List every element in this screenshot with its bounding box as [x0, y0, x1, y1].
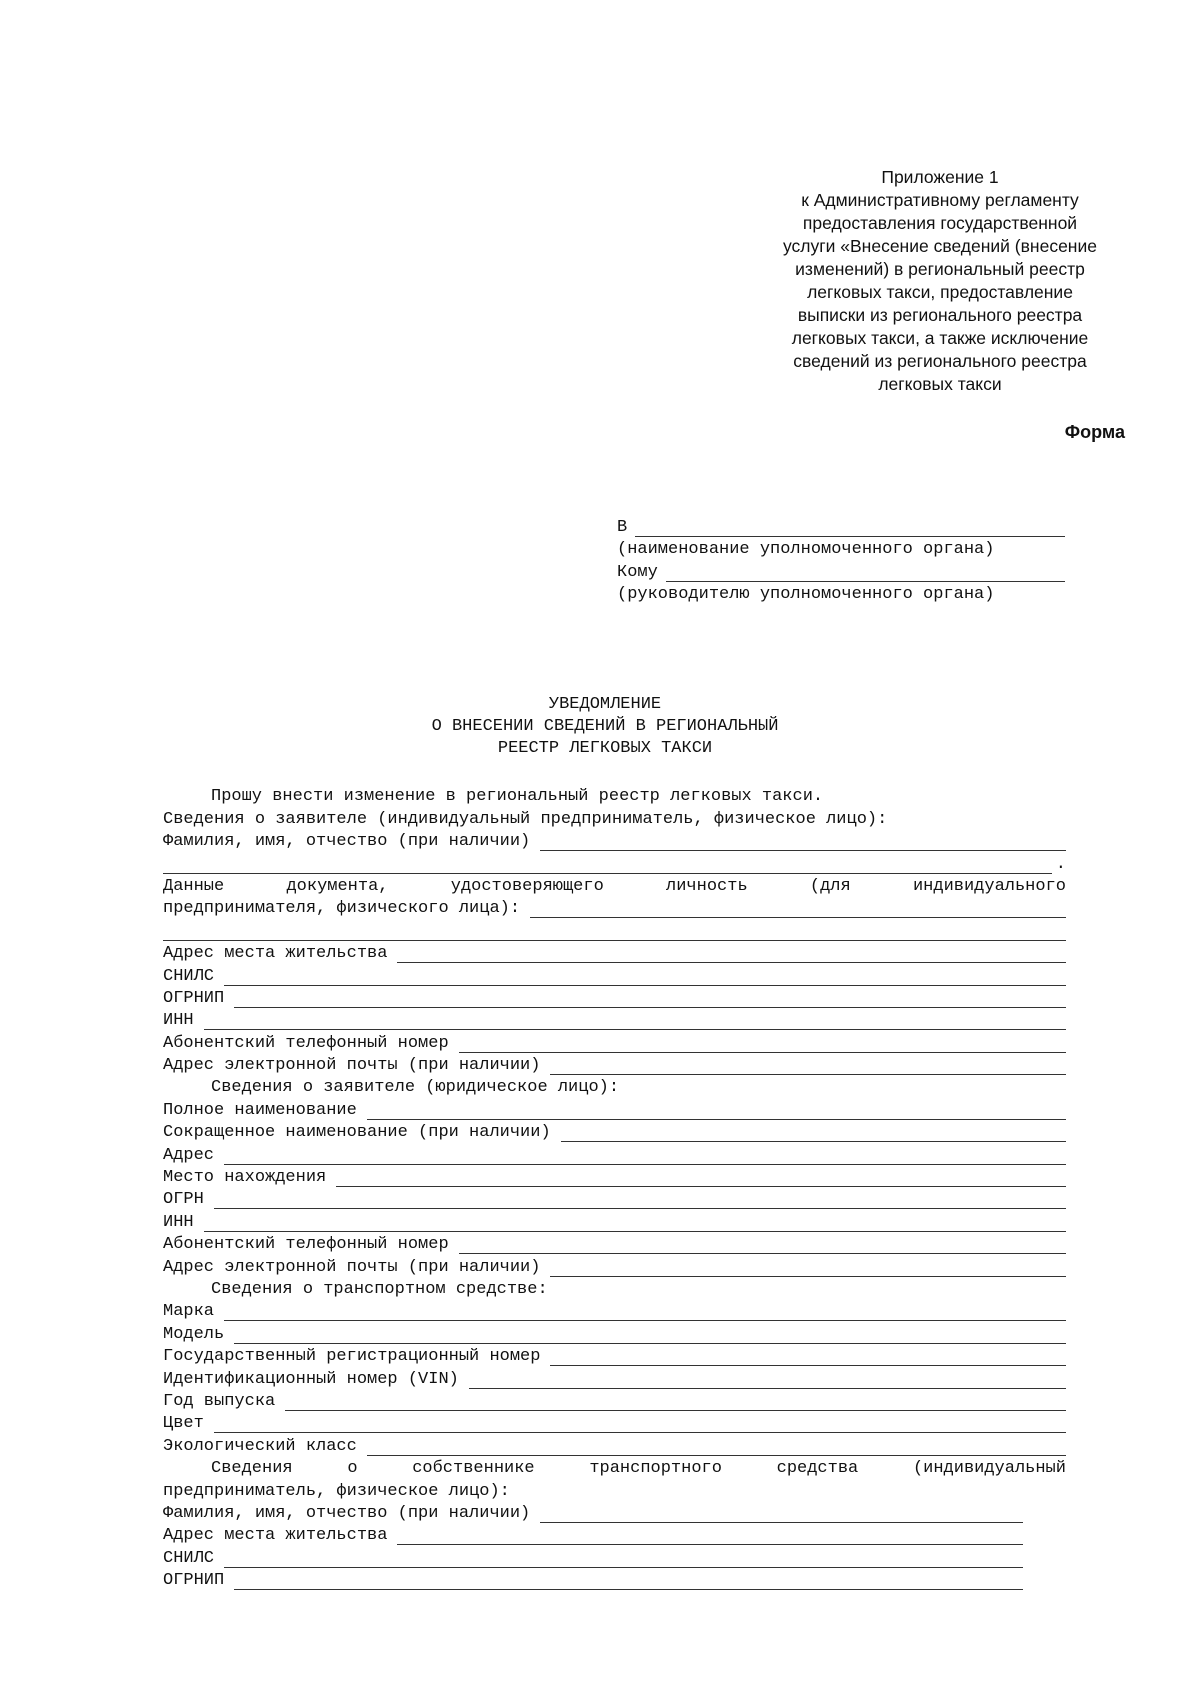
inn2-label: ИНН [163, 1212, 194, 1232]
title-line: РЕЕСТР ЛЕГКОВЫХ ТАКСИ [497, 739, 713, 758]
identity-doc-field-continuation[interactable] [163, 924, 1066, 941]
word: (для [809, 876, 851, 896]
phone2-field[interactable] [459, 1237, 1066, 1254]
addressee-to-hint: (наименование уполномоченного органа) [617, 540, 995, 559]
owner-fio-row [163, 1501, 1023, 1523]
color-field[interactable] [214, 1416, 1066, 1433]
location-field[interactable] [336, 1170, 1066, 1187]
owner-fio-label: Фамилия, имя, отчество (при наличии) [163, 1503, 531, 1523]
appendix-line: предоставления государственной [802, 213, 1078, 233]
word: о [347, 1459, 358, 1479]
addressee-block [617, 514, 1065, 604]
email2-label: Адрес электронной почты (при наличии) [163, 1257, 541, 1277]
appendix-line: легковых такси, а также исключение [791, 328, 1089, 348]
fio-field[interactable] [540, 834, 1066, 851]
full-name-label: Полное наименование [163, 1100, 357, 1120]
title-line: О ВНЕСЕНИИ СВЕДЕНИЙ В РЕГИОНАЛЬНЫЙ [431, 717, 779, 736]
owner-section-label [211, 1459, 1066, 1478]
owner-fio-field[interactable] [540, 1506, 1023, 1523]
addressee-to-row [617, 514, 1065, 537]
appendix-line: Приложение 1 [881, 167, 999, 187]
appendix-line: легковых такси, предоставление [807, 282, 1073, 302]
inn2-row [163, 1209, 1066, 1231]
word: (индивидуальный [912, 1459, 1066, 1479]
full-name-row [163, 1097, 1066, 1119]
ogrnip-row [163, 986, 1066, 1008]
inn-row [163, 1008, 1066, 1030]
location-row [163, 1165, 1066, 1187]
eco-class-label: Экологический класс [163, 1436, 357, 1456]
short-name-label: Сокращенное наименование (при наличии) [163, 1123, 551, 1143]
vin-label: Идентификационный номер (VIN) [163, 1369, 459, 1389]
residence-row [163, 941, 1066, 963]
addressee-to-label: В [617, 517, 628, 537]
fio-field-continuation[interactable] [163, 857, 1052, 874]
section-applicant-ip: Сведения о заявителе (индивидуальный предприниматель, физическое лицо): [163, 809, 888, 829]
addressee-whom-label: Кому [617, 562, 658, 582]
form-label: Форма [1064, 422, 1125, 442]
residence-field[interactable] [397, 946, 1066, 963]
section-owner [163, 1456, 1066, 1478]
snils-label: СНИЛС [163, 966, 215, 986]
document-title [300, 694, 910, 760]
address-label: Адрес [163, 1145, 215, 1165]
phone-row [163, 1030, 1066, 1052]
email2-row [163, 1254, 1066, 1276]
request-text: Прошу внести изменение в региональный реестр легковых такси. [211, 787, 824, 807]
addressee-whom-field[interactable] [666, 565, 1065, 582]
ogrn-label: ОГРН [163, 1190, 204, 1210]
short-name-row [163, 1120, 1066, 1142]
owner-snils-field[interactable] [224, 1551, 1023, 1568]
email-field[interactable] [550, 1058, 1066, 1075]
owner-snils-row [163, 1545, 1023, 1567]
appendix-header [740, 166, 1140, 396]
ogrn-field[interactable] [214, 1192, 1066, 1209]
reg-number-field[interactable] [550, 1349, 1066, 1366]
address-field[interactable] [224, 1148, 1066, 1165]
ogrnip-field[interactable] [234, 991, 1066, 1008]
word: Данные [163, 876, 225, 896]
brand-row [163, 1299, 1066, 1321]
color-row [163, 1411, 1066, 1433]
brand-field[interactable] [224, 1304, 1066, 1321]
reg-number-row [163, 1344, 1066, 1366]
short-name-field[interactable] [561, 1125, 1066, 1142]
owner-residence-field[interactable] [397, 1528, 1023, 1545]
word: личность [666, 876, 748, 896]
word: Сведения [211, 1459, 293, 1479]
model-row [163, 1321, 1066, 1343]
residence-label: Адрес места жительства [163, 944, 388, 964]
snils-field[interactable] [224, 969, 1066, 986]
phone2-label: Абонентский телефонный номер [163, 1235, 449, 1255]
word: удостоверяющего [450, 876, 604, 896]
model-field[interactable] [234, 1327, 1066, 1344]
reg-number-label: Государственный регистрационный номер [163, 1347, 541, 1367]
notification-form [163, 784, 1066, 1590]
appendix-line: услуги «Внесение сведений (внесение [782, 236, 1097, 256]
title-line: УВЕДОМЛЕНИЕ [548, 695, 662, 714]
addressee-whom-hint: (руководителю уполномоченного органа) [617, 585, 995, 604]
identity-doc-field[interactable] [530, 901, 1066, 918]
phone-field[interactable] [459, 1036, 1066, 1053]
year-row [163, 1389, 1066, 1411]
address-row [163, 1142, 1066, 1164]
snils-row [163, 963, 1066, 985]
owner-section-label-2: предприниматель, физическое лицо): [163, 1481, 510, 1501]
identity-doc-row [163, 874, 1066, 896]
appendix-line: легковых такси [878, 374, 1002, 394]
owner-ogrnip-label: ОГРНИП [163, 1571, 225, 1591]
inn2-field[interactable] [204, 1215, 1066, 1232]
eco-class-field[interactable] [367, 1439, 1066, 1456]
section-applicant-ul: Сведения о заявителе (юридическое лицо): [211, 1078, 620, 1098]
owner-ogrnip-field[interactable] [234, 1573, 1023, 1590]
owner-ogrnip-row [163, 1568, 1023, 1590]
appendix-line: изменений) в региональный реестр [795, 259, 1085, 279]
word: транспортного [589, 1459, 722, 1479]
year-field[interactable] [285, 1394, 1066, 1411]
appendix-line: к Административному регламенту [801, 190, 1079, 210]
vin-field[interactable] [469, 1372, 1066, 1389]
phone-label: Абонентский телефонный номер [163, 1033, 449, 1053]
color-label: Цвет [163, 1414, 204, 1434]
ogrnip-label: ОГРНИП [163, 988, 225, 1008]
eco-class-row [163, 1433, 1066, 1455]
phone2-row [163, 1232, 1066, 1254]
model-label: Модель [163, 1324, 225, 1344]
fio-continuation-row [163, 851, 1066, 873]
word: средства [776, 1459, 859, 1479]
email2-field[interactable] [550, 1260, 1066, 1277]
year-label: Год выпуска [163, 1391, 276, 1411]
inn-label: ИНН [163, 1011, 194, 1031]
brand-label: Марка [163, 1302, 215, 1322]
word: собственнике [412, 1459, 535, 1479]
owner-residence-label: Адрес места жительства [163, 1526, 388, 1546]
identity-doc-continuation-row [163, 918, 1066, 940]
section-vehicle: Сведения о транспортном средстве: [211, 1279, 548, 1299]
ogrn-row [163, 1187, 1066, 1209]
identity-doc-label-2: предпринимателя, физического лица): [163, 899, 521, 919]
location-label: Место нахождения [163, 1168, 327, 1188]
word: документа, [286, 876, 389, 896]
appendix-line: выписки из регионального реестра [797, 305, 1083, 325]
inn-field[interactable] [204, 1013, 1066, 1030]
fio-row [163, 829, 1066, 851]
vin-row [163, 1366, 1066, 1388]
identity-doc-row-2 [163, 896, 1066, 918]
appendix-line: сведений из регионального реестра [793, 351, 1087, 371]
word: индивидуального [912, 876, 1066, 896]
owner-snils-label: СНИЛС [163, 1548, 215, 1568]
email-row [163, 1053, 1066, 1075]
email-label: Адрес электронной почты (при наличии) [163, 1056, 541, 1076]
owner-residence-row [163, 1523, 1023, 1545]
addressee-whom-row [617, 559, 1065, 582]
addressee-to-field[interactable] [635, 520, 1065, 537]
period-mark: . [1055, 854, 1066, 874]
fio-label: Фамилия, имя, отчество (при наличии) [163, 832, 531, 852]
identity-doc-label [163, 877, 1066, 896]
full-name-field[interactable] [367, 1103, 1066, 1120]
